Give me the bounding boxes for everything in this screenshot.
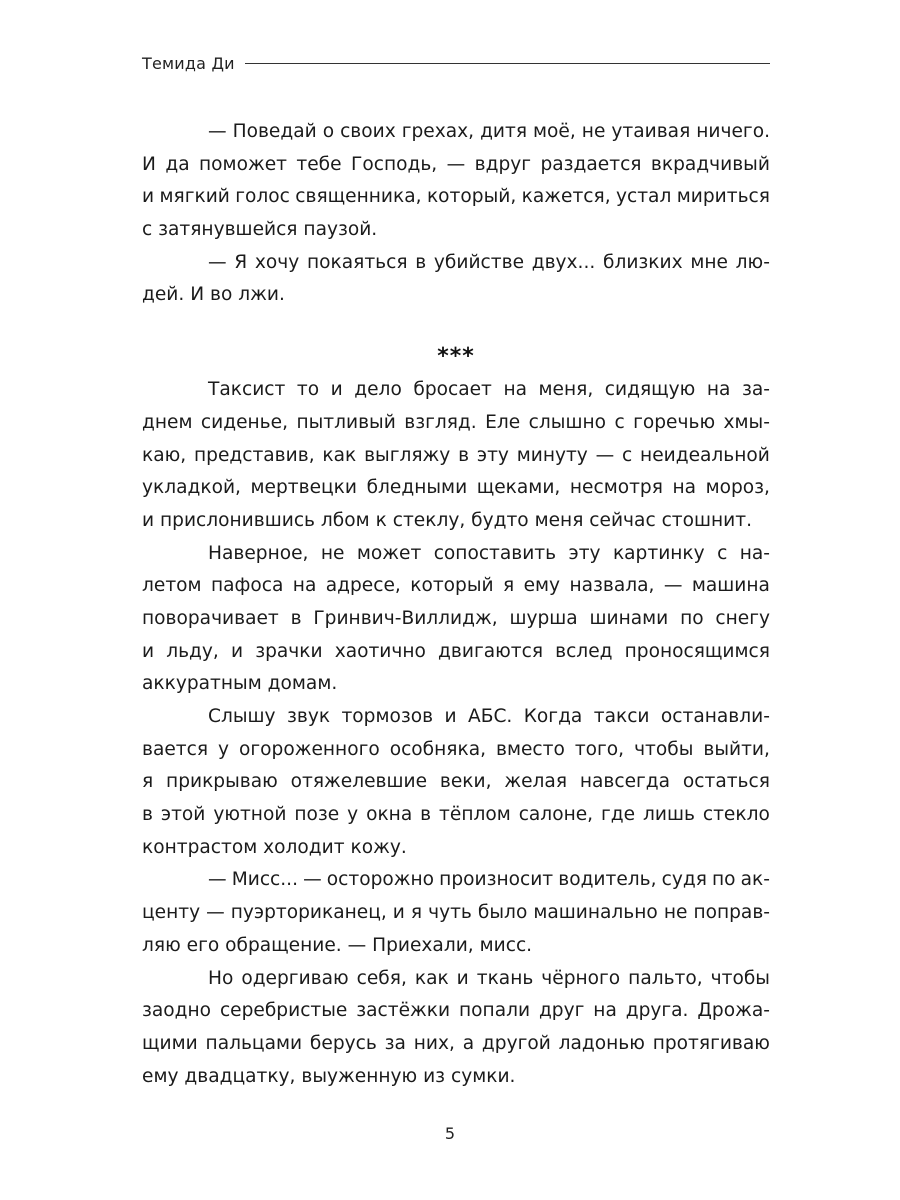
running-header [142,52,770,74]
text-line: — Я хочу покаяться в убийстве двух... близких мне лю- [208,251,770,273]
text-line: вается у огороженного особняка, вместо того, чтобы выйти, [142,738,770,760]
text-line: аккуратным домам. [142,673,338,695]
text-line: ему двадцатку, выуженную из сумки. [142,1065,516,1087]
text-line: Наверное, не может сопоставить эту картинку с на- [208,542,770,564]
text-line: летом пафоса на адресе, который я ему назвала, — машина [142,575,770,597]
text-line: Слышу звук тормозов и АБС. Когда такси останавли- [208,706,770,727]
text-line: поворачивает в Гринвич-Виллидж, шурша шинами по снегу [142,607,770,629]
text-line: с затянувшейся паузой. [142,219,378,241]
text-line: и прислонившись лбом к стеклу, будто меня сейчас стошнит. [142,509,752,531]
text-line: контрастом холодит кожу. [142,836,407,858]
section-gap [142,312,770,340]
text-line: заодно серебристые застёжки попали друг на друга. Дрожа- [142,1000,770,1022]
body-text [142,116,770,1093]
page-number: 5 [444,1124,456,1143]
text-line: И да поможет тебе Господь, — вдруг раздается вкрадчивый [142,153,770,175]
text-line: дей. И во лжи. [142,284,285,306]
text-line: и льду, и зрачки хаотично двигаются вслед проносящимся [142,640,770,662]
text-line: я прикрываю отяжелевшие веки, желая навсегда остаться [142,771,770,793]
text-line: укладкой, мертвецки бледными щеками, несмотря на мороз, [142,477,770,499]
header-rule [245,63,770,64]
section-separator: *** [437,344,475,370]
author-name: Темида Ди [142,53,235,73]
text-line: в этой уютной позе у окна в тёплом салоне, где лишь стекло [142,804,770,826]
text-line: каю, представив, как выгляжу в эту минуту — с неидеальной [142,444,770,466]
text-line: днем сиденье, пытливый взгляд. Еле слышно с горечью хмы- [142,411,770,433]
text-line: центу — пуэрториканец, и я чуть было машинально не поправ- [142,902,770,924]
text-line: ляю его обращение. — Приехали, мисс. [142,934,533,956]
text-line: щими пальцами берусь за них, а другой ладонью протягиваю [142,1032,770,1054]
text-line: Но одергиваю себя, как и ткань чёрного пальто, чтобы [208,967,770,989]
text-line: и мягкий голос священника, который, кажется, устал мириться [142,186,770,208]
text-line: — Поведай о своих грехах, дитя моё, не утаивая ничего. [208,121,770,142]
text-line: — Мисс... — осторожно произносит водитель, судя по ак- [208,869,770,891]
text-line: Таксист то и дело бросает на меня, сидящую на за- [208,379,770,401]
